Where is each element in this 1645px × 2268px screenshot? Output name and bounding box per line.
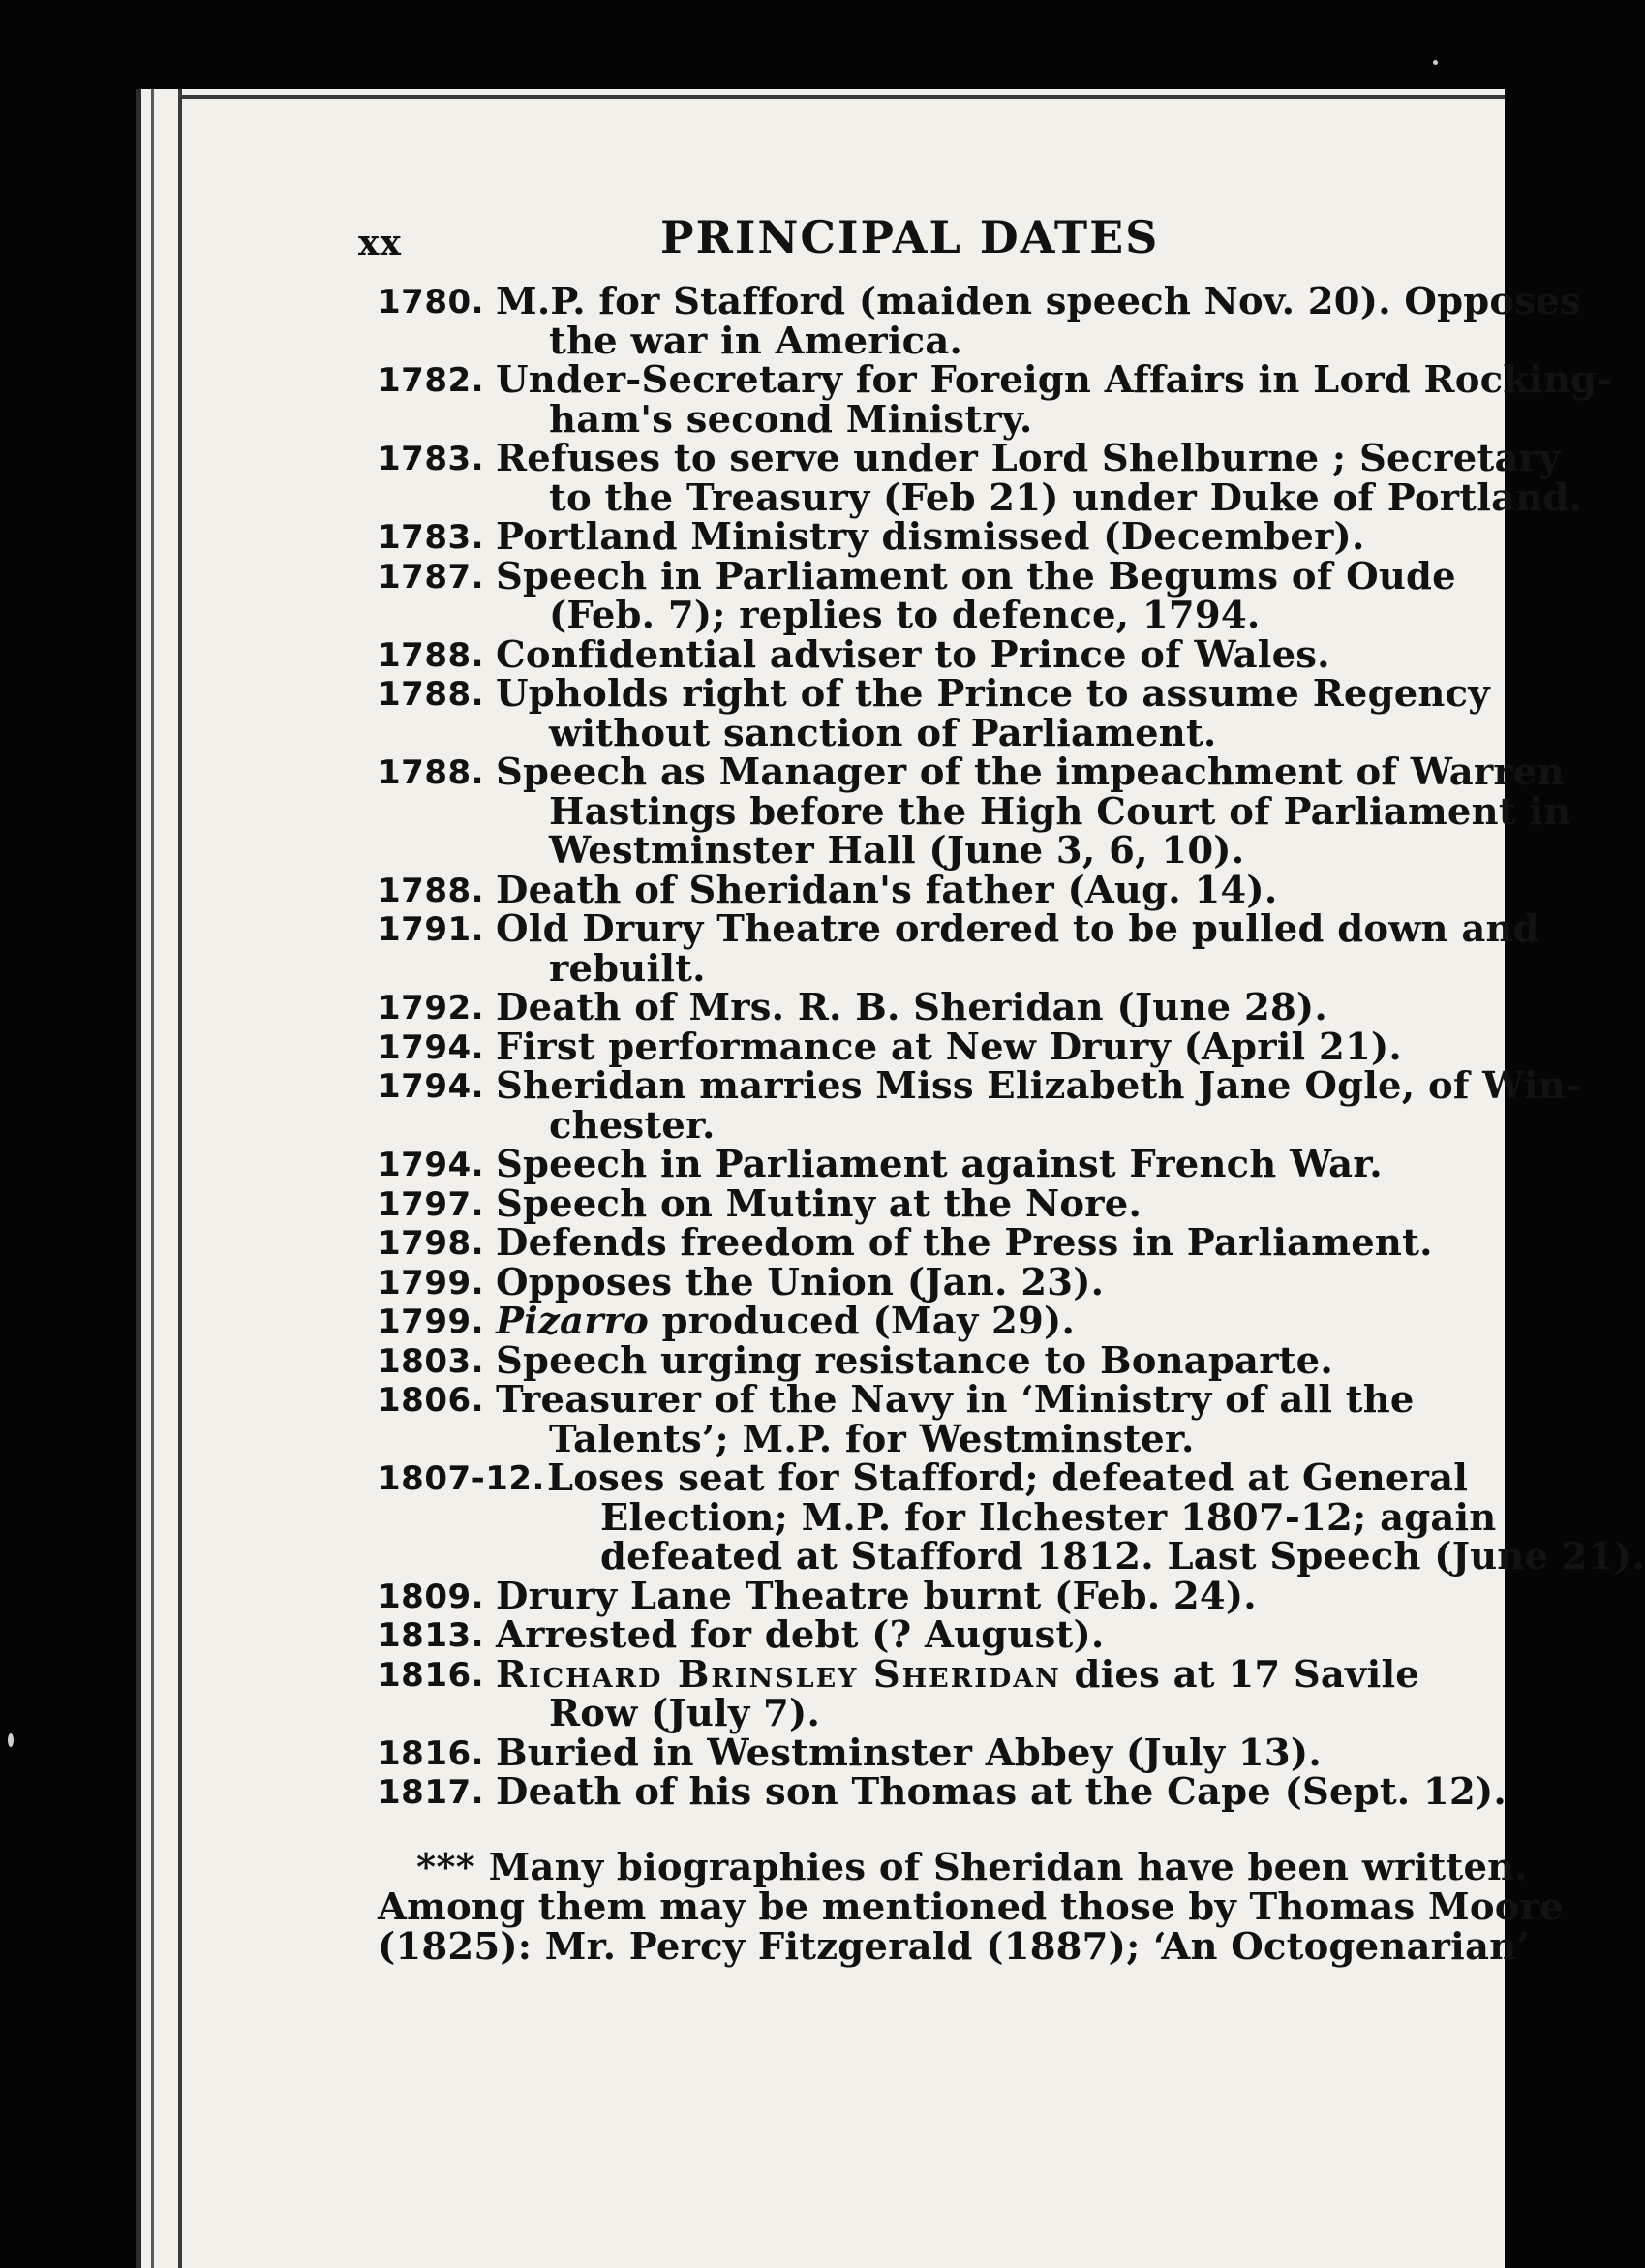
entry-text	[496, 1300, 1414, 1343]
entry-line-text: Row (July 7).	[549, 1692, 821, 1735]
entry-text	[496, 1025, 1414, 1069]
entry-line	[496, 672, 1490, 716]
entry-text	[496, 868, 1414, 912]
entry-line	[496, 868, 1414, 912]
entry-line	[547, 1456, 1645, 1500]
entry-year: 1794.	[378, 1146, 485, 1184]
entry-line	[496, 1770, 1508, 1814]
entry-text	[496, 1221, 1433, 1265]
entry-text	[496, 437, 1583, 520]
date-entry	[378, 1456, 1645, 1578]
date-entry	[378, 1613, 1414, 1657]
entry-line-text: Speech as Manager of the impeachment of Warren	[496, 751, 1565, 794]
entry-line	[496, 1574, 1414, 1618]
entry-line	[496, 1181, 1414, 1226]
entry-year: 1787.	[378, 557, 485, 597]
entry-text	[496, 1770, 1508, 1814]
entry-line	[547, 1535, 1645, 1578]
entry-year: 1807-12.	[378, 1459, 545, 1498]
entry-line-text: Arrested for debt (? August).	[496, 1613, 1105, 1657]
entry-line	[496, 1143, 1414, 1186]
page-top-rule	[178, 95, 1505, 99]
entry-text	[496, 753, 1570, 872]
entry-year: 1783.	[378, 440, 485, 478]
entry-line	[496, 711, 1490, 755]
entry-year: 1794.	[378, 1067, 485, 1106]
entry-line-text: rebuilt.	[549, 946, 706, 991]
entry-line	[496, 515, 1414, 559]
entry-text	[496, 1181, 1414, 1226]
entry-line	[496, 1064, 1582, 1108]
entry-line-text: First performance at New Drury (April 21).	[496, 1025, 1402, 1069]
entry-line-text: M.P. for Stafford (maiden speech Nov. 20). Opposes	[496, 280, 1581, 323]
entry-year: 1788.	[378, 635, 485, 675]
entry-text	[496, 515, 1414, 559]
entry-line	[496, 1103, 1581, 1148]
entry-year: 1806.	[378, 1381, 485, 1420]
entry-year: 1788.	[378, 871, 485, 910]
entry-line-text: Death of Mrs. R. B. Sheridan (June 28).	[496, 986, 1327, 1029]
entry-year: 1797.	[378, 1184, 485, 1224]
entry-line-text: Drury Lane Theatre burnt (Feb. 24).	[496, 1574, 1257, 1618]
date-entry	[378, 1338, 1414, 1383]
entry-text	[547, 1456, 1645, 1578]
entry-line-text: Speech in Parliament on the Begums of Oude	[496, 554, 1456, 598]
date-entry	[378, 1731, 1414, 1775]
entry-line-text: Refuses to serve under Lord Shelburne ; Secretary	[496, 437, 1561, 480]
entry-year: 1783.	[378, 518, 485, 557]
entry-line-text: Old Drury Theatre ordered to be pulled down and	[496, 907, 1539, 951]
entry-year: 1780.	[378, 283, 485, 322]
date-entry	[378, 1064, 1582, 1148]
date-entry	[378, 907, 1539, 991]
entry-text	[496, 672, 1490, 755]
entry-year: 1799.	[378, 1303, 485, 1341]
entry-line-text: Speech on Mutiny at the Nore.	[496, 1181, 1142, 1226]
date-entry	[378, 515, 1414, 559]
entry-line-text: Upholds right of the Prince to assume Regency	[496, 672, 1490, 716]
entry-line	[496, 319, 1581, 363]
entry-line-text: Buried in Westminster Abbey (July 13).	[496, 1731, 1322, 1775]
date-entry	[378, 1181, 1414, 1226]
entry-text	[496, 1574, 1414, 1618]
entry-line	[496, 397, 1612, 442]
entry-line	[496, 554, 1456, 598]
note-line: Among them may be mentioned those by Thomas Moore	[378, 1885, 1564, 1929]
entry-line	[496, 1692, 1419, 1735]
page-edge-line	[178, 89, 182, 2268]
entry-line-text: Speech in Parliament against French War.	[496, 1143, 1383, 1186]
entry-line	[496, 1652, 1419, 1697]
entry-text	[496, 986, 1414, 1029]
entry-year: 1813.	[378, 1616, 485, 1655]
entry-text	[496, 1143, 1414, 1186]
date-entry	[378, 1378, 1415, 1461]
entry-year: 1791.	[378, 910, 485, 949]
date-entry	[378, 986, 1414, 1029]
date-entry	[378, 1260, 1414, 1304]
entry-text	[496, 907, 1539, 991]
entry-line-text: dies at 17 Savile	[1060, 1652, 1419, 1697]
date-entry	[378, 632, 1414, 677]
entry-line	[496, 907, 1539, 951]
entry-line-text: Hastings before the High Court of Parliament in	[549, 789, 1571, 834]
date-entry	[378, 358, 1613, 442]
entry-text	[496, 554, 1456, 637]
entry-line	[496, 789, 1571, 834]
entry-line	[496, 1731, 1414, 1775]
entry-line	[496, 1417, 1415, 1461]
entry-year: 1816.	[378, 1655, 485, 1695]
entry-line-text: Treasurer of the Navy in ‘Ministry of all the	[496, 1378, 1415, 1422]
entry-line	[496, 753, 1570, 793]
entry-line	[496, 437, 1582, 480]
date-entry	[378, 1143, 1414, 1186]
entry-line-text: the war in America.	[549, 319, 963, 363]
page-edge-line	[136, 89, 141, 2268]
entry-year: 1817.	[378, 1773, 485, 1812]
date-entry	[378, 1652, 1419, 1735]
entry-line-text: ham's second Ministry.	[549, 397, 1033, 442]
play-title: Pizarro	[496, 1300, 650, 1343]
entry-line-text: Loses seat for Stafford; defeated at General	[547, 1456, 1469, 1500]
entry-line-text: produced (May 29).	[649, 1300, 1076, 1343]
entry-line-text: Speech urging resistance to Bonaparte.	[496, 1338, 1333, 1383]
entry-text	[496, 1064, 1582, 1148]
entry-line	[496, 594, 1456, 637]
entry-line	[496, 1613, 1414, 1657]
date-entry	[378, 554, 1456, 637]
entry-year: 1792.	[378, 989, 485, 1027]
date-entry	[378, 1574, 1414, 1618]
entry-line-text: Portland Ministry dismissed (December).	[496, 515, 1365, 559]
entry-line-text: Sheridan marries Miss Elizabeth Jane Ogle, of Win-	[496, 1064, 1582, 1108]
entry-text	[496, 1652, 1419, 1735]
entry-line-text: Talents’; M.P. for Westminster.	[549, 1417, 1195, 1461]
entry-text	[496, 1731, 1414, 1775]
entry-text	[496, 358, 1613, 442]
entry-text	[496, 1338, 1414, 1383]
person-name: Richard Brinsley Sheridan	[496, 1652, 1061, 1697]
entry-line	[547, 1495, 1645, 1540]
date-entry	[378, 437, 1583, 520]
entry-line-text: (Feb. 7); replies to defence, 1794.	[549, 594, 1261, 637]
entry-line-text: Opposes the Union (Jan. 23).	[496, 1260, 1105, 1304]
date-entry	[378, 1221, 1433, 1265]
entry-text	[496, 1260, 1414, 1304]
entry-line-text: Defends freedom of the Press in Parliament.	[496, 1221, 1433, 1265]
entry-line	[496, 1260, 1414, 1304]
entry-year: 1788.	[378, 753, 485, 792]
entry-year: 1816.	[378, 1733, 485, 1773]
entry-year: 1799.	[378, 1263, 485, 1303]
entry-line-text: defeated at Stafford 1812. Last Speech (June 21).	[600, 1535, 1645, 1578]
entry-year: 1798.	[378, 1224, 485, 1263]
entry-text	[496, 1378, 1415, 1461]
entry-line-text: Death of Sheridan's father (Aug. 14).	[496, 868, 1278, 912]
entry-year: 1803.	[378, 1341, 485, 1381]
entry-year: 1782.	[378, 361, 485, 400]
date-entry	[378, 672, 1490, 755]
entry-line-text: Westminster Hall (June 3, 6, 10).	[549, 829, 1245, 873]
entry-line	[496, 475, 1583, 520]
date-entry	[378, 1770, 1508, 1814]
entry-line	[496, 1378, 1415, 1422]
entry-text	[496, 632, 1414, 677]
dates-list	[378, 280, 1645, 1814]
entry-line-text: to the Treasury (Feb 21) under Duke of Portland.	[549, 475, 1583, 520]
note-line: (1825): Mr. Percy Fitzgerald (1887); ‘An Octogenarian’	[378, 1924, 1530, 1969]
entry-text	[496, 280, 1581, 363]
entry-line	[496, 632, 1414, 677]
entry-line-text: without sanction of Parliament.	[549, 711, 1217, 755]
entry-line	[496, 946, 1539, 991]
entry-line	[496, 1221, 1433, 1265]
page-content	[358, 211, 1645, 1969]
running-title: PRINCIPAL DATES	[660, 211, 1160, 263]
entry-line	[496, 1300, 1414, 1343]
entry-line	[496, 1338, 1414, 1383]
entry-line-text: Confidential adviser to Prince of Wales.	[496, 632, 1330, 677]
page-header	[358, 211, 1414, 283]
entry-line-text: Election; M.P. for Ilchester 1807-12; again	[600, 1495, 1497, 1540]
date-entry	[378, 1300, 1414, 1343]
note-line: *** Many biographies of Sheridan have been written.	[416, 1845, 1528, 1889]
entry-line-text: Under-Secretary for Foreign Affairs in Lord Rocking-	[496, 358, 1613, 402]
date-entry	[378, 1025, 1414, 1069]
entry-line	[496, 986, 1414, 1029]
folio-number: xx	[358, 223, 402, 263]
page-edge-line	[151, 89, 154, 2268]
scan-artifact	[8, 1733, 14, 1747]
entry-year: 1788.	[378, 675, 485, 714]
entry-year: 1809.	[378, 1577, 485, 1616]
biography-note	[378, 1845, 1564, 1969]
date-entry	[378, 868, 1414, 912]
date-entry	[378, 280, 1581, 363]
entry-year: 1794.	[378, 1027, 485, 1067]
date-entry	[378, 751, 1571, 873]
entry-line	[496, 829, 1570, 873]
entry-line	[496, 1025, 1414, 1069]
entry-line	[496, 358, 1613, 402]
entry-text	[496, 1613, 1414, 1657]
entry-line-text: chester.	[549, 1103, 716, 1148]
scan-artifact	[1433, 60, 1438, 65]
entry-line	[496, 280, 1581, 323]
entry-line-text: Death of his son Thomas at the Cape (Sept. 12).	[496, 1770, 1508, 1814]
